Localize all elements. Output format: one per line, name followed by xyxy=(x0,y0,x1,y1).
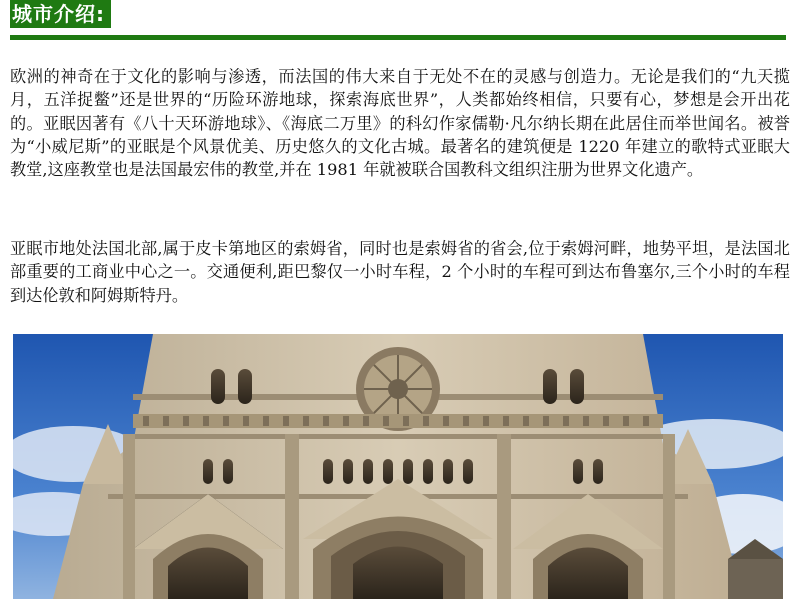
cathedral-photo xyxy=(13,334,783,599)
intro-paragraph: 欧洲的神奇在于文化的影响与渗透，而法国的伟大来自于无处不在的灵感与创造力。无论是我们的“九天揽月，五洋捉鳖”还是世界的“历险环游地球，探索海底世界”，人类都始终相信，只要有心，梦想是会开出花的。亚眠因著有《八十天环游地球》、《海底二万里》的科幻作家儒勒·凡尔纳长期在此居住而举世闻名。被誉为“小威尼斯”的亚眠是个风景优美、历史悠久的文化古城。最著名的建筑便是 1220 年建立的歌特式亚眠大教堂,这座教堂也是法国最宏伟的教堂,并在 1981 年就被联合国教科文组织注册为世界文化遗产。 xyxy=(10,67,790,180)
header-divider xyxy=(10,35,786,40)
section-title: 城市介绍: xyxy=(10,0,111,28)
location-paragraph: 亚眠市地处法国北部,属于皮卡第地区的索姆省，同时也是索姆省的省会,位于索姆河畔，地势平坦，是法国北部重要的工商业中心之一。交通便利,距巴黎仅一小时车程，2 个小时的车程可到达布鲁塞尔,三个小时的车程到达伦敦和阿姆斯特丹。 xyxy=(10,239,790,305)
section-header xyxy=(10,0,786,28)
